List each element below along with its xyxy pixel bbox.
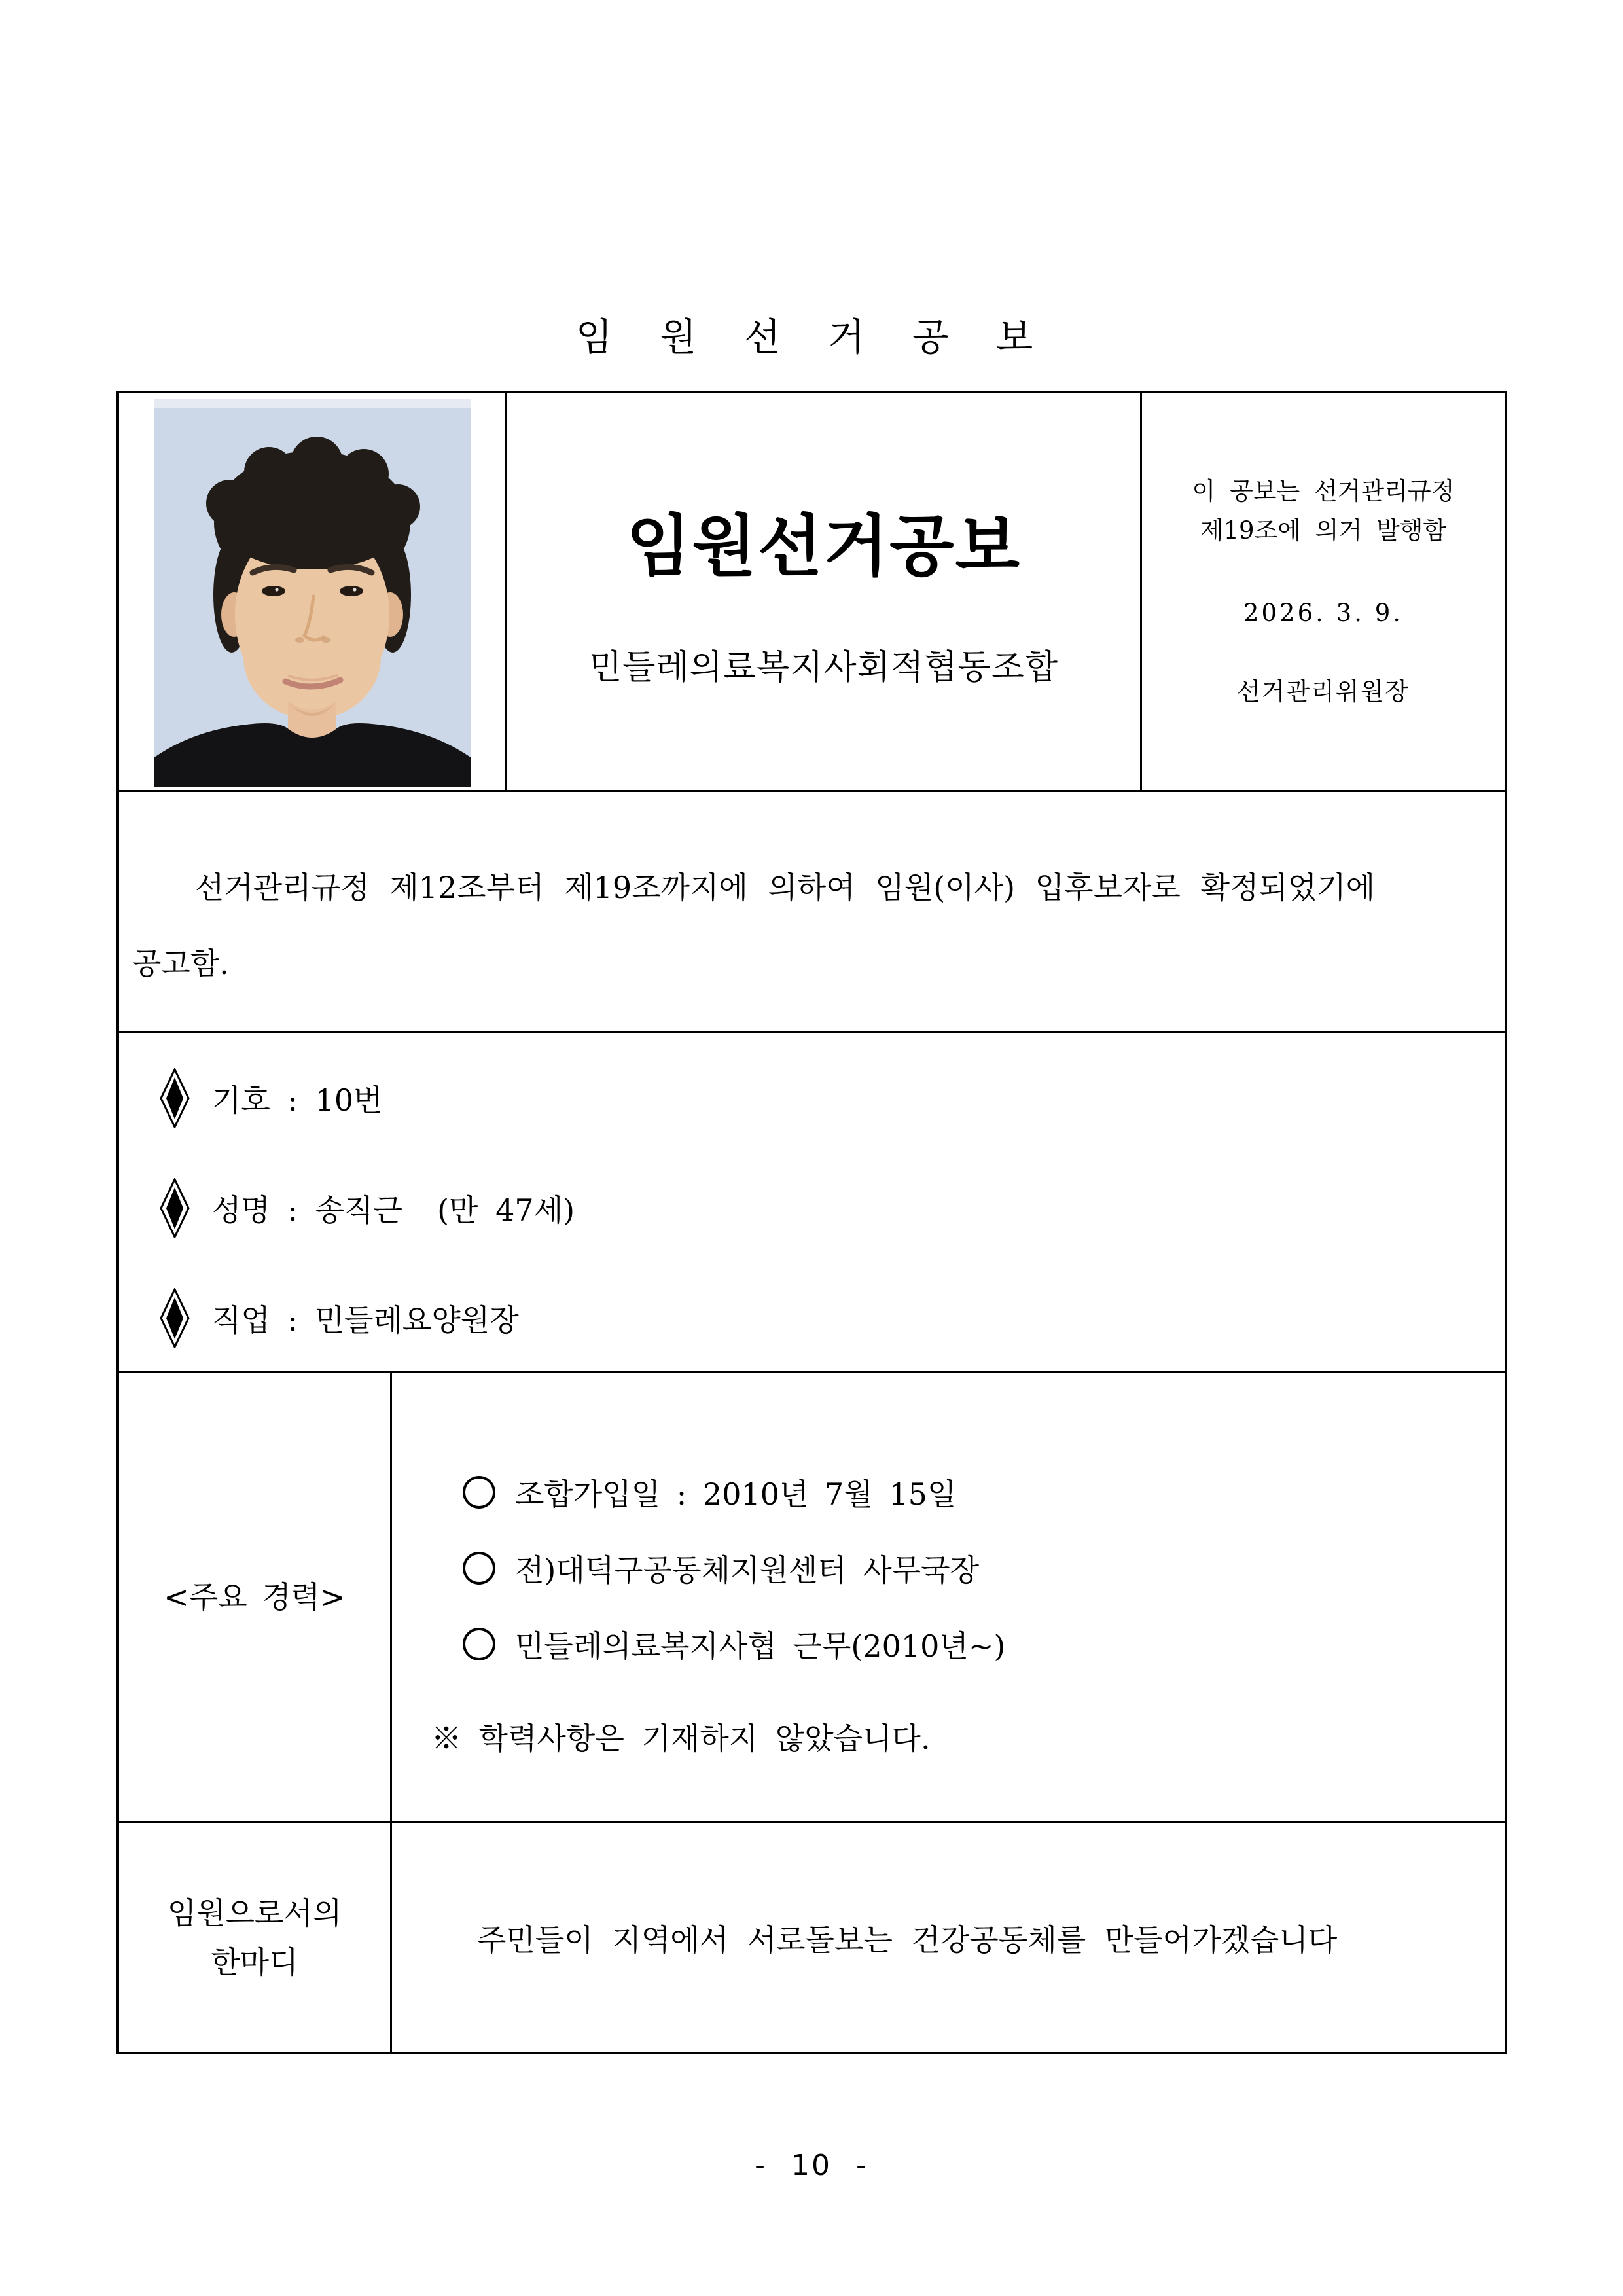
message-row [119, 1821, 1505, 2052]
candidate-name-row [160, 1177, 1505, 1240]
photo-cell [119, 393, 505, 790]
candidate-photo [154, 399, 471, 787]
issue-notice-line1: 이 공보는 선거관리규정 [1192, 477, 1455, 505]
circle-bullet-icon [463, 1628, 495, 1660]
title-cell [505, 393, 1140, 790]
career-row [119, 1371, 1505, 1821]
career-section-label: <주요 경력> [164, 1579, 346, 1615]
issue-notice-line2: 제19조에 의거 발행함 [1200, 516, 1447, 545]
career-items [463, 1466, 1478, 1670]
message-text: 주민들이 지역에서 서로돌보는 건강공동체를 만들어가겠습니다 [477, 1922, 1338, 1958]
issuer: 선거관리위원장 [1236, 677, 1410, 706]
candidate-number: 기호 : 10번 [212, 1083, 383, 1118]
career-item [463, 1466, 1478, 1518]
career-note: ※ 학력사항은 기재하지 않았습니다. [431, 1721, 931, 1756]
candidate-info-row [119, 1031, 1505, 1371]
career-item-text: 전)대덕구공동체지원센터 사무국장 [515, 1552, 980, 1588]
candidate-job: 직업 : 민들레요양원장 [212, 1302, 519, 1338]
circle-bullet-icon [463, 1552, 495, 1585]
career-item-text: 조합가입일 : 2010년 7월 15일 [515, 1477, 957, 1512]
announcement-row [119, 790, 1505, 1031]
career-item [463, 1542, 1478, 1594]
circle-bullet-icon [463, 1476, 495, 1509]
issue-info-cell [1140, 393, 1505, 790]
career-item-text: 민들레의료복지사협 근무(2010년~) [515, 1628, 1006, 1664]
announcement-line1: 선거관리규정 제12조부터 제19조까지에 의하여 임원(이사) 입후보자로 확정되었기에 [195, 870, 1376, 905]
issue-notice [1142, 472, 1505, 550]
diamond-bullet-icon [160, 1288, 190, 1348]
document-title: 임 원 선 거 공 보 [575, 315, 1048, 359]
candidate-number-row [160, 1067, 1505, 1130]
career-content-cell [390, 1373, 1505, 1821]
announcement-line2: 공고함. [132, 946, 229, 981]
issue-date: 2026. 3. 9. [1243, 598, 1404, 627]
candidate-job-row [160, 1287, 1505, 1350]
page-number: - 10 - [755, 2149, 868, 2182]
message-label-line1: 임원으로서의 [167, 1895, 342, 1931]
diamond-bullet-icon [160, 1178, 190, 1238]
message-label-cell [119, 1823, 390, 2052]
main-title: 임원선거공보 [626, 507, 1022, 586]
org-name: 민들레의료복지사회적협동조합 [588, 648, 1059, 688]
candidate-name: 성명 : 송직근 (만 47세) [212, 1193, 575, 1228]
message-content-cell [390, 1823, 1505, 2052]
career-item [463, 1618, 1478, 1670]
diamond-bullet-icon [160, 1068, 190, 1128]
message-label-line2: 한마디 [211, 1944, 298, 1980]
header-row [119, 393, 1505, 790]
career-label-cell [119, 1373, 390, 1821]
notice-table [116, 391, 1507, 2054]
